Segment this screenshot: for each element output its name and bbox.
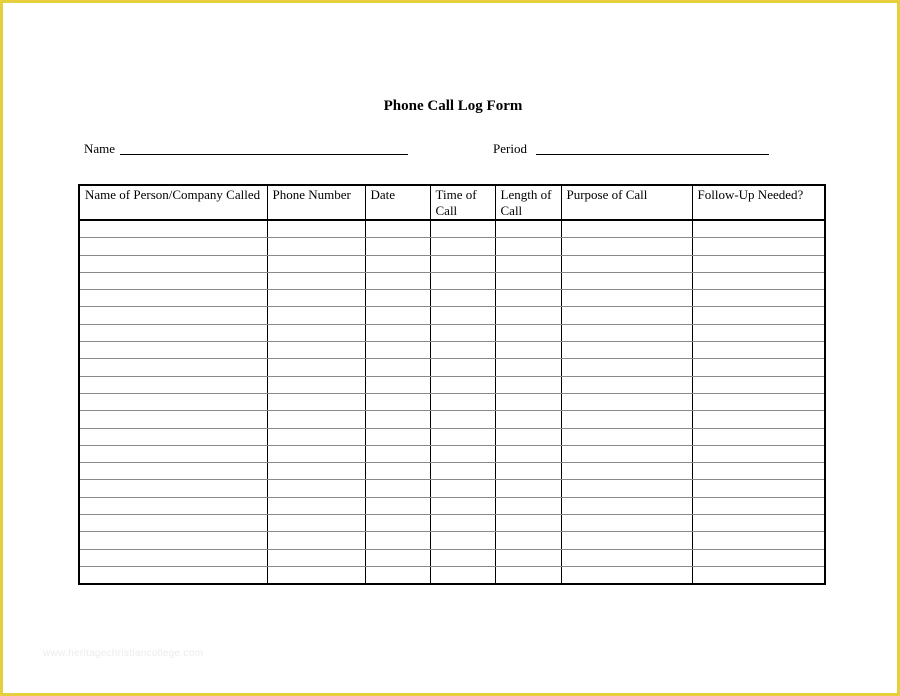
table-cell[interactable]	[365, 255, 430, 272]
table-cell[interactable]	[430, 359, 495, 376]
name-label: Name	[84, 141, 116, 156]
table-cell[interactable]	[267, 566, 365, 584]
table-cell[interactable]	[495, 220, 561, 238]
table-cell[interactable]	[79, 445, 267, 462]
table-cell[interactable]	[495, 445, 561, 462]
table-row	[79, 272, 825, 289]
table-cell[interactable]	[495, 290, 561, 307]
table-cell[interactable]	[561, 342, 692, 359]
table-cell[interactable]	[267, 393, 365, 410]
table-cell[interactable]	[365, 290, 430, 307]
period-input-line[interactable]	[536, 154, 769, 155]
table-cell[interactable]	[692, 497, 825, 514]
table-cell[interactable]	[267, 255, 365, 272]
table-cell[interactable]	[561, 480, 692, 497]
table-cell[interactable]	[267, 532, 365, 549]
table-cell[interactable]	[79, 359, 267, 376]
table-cell[interactable]	[267, 324, 365, 341]
table-cell[interactable]	[430, 566, 495, 584]
table-cell[interactable]	[692, 428, 825, 445]
table-cell[interactable]	[430, 307, 495, 324]
table-row	[79, 445, 825, 462]
table-row	[79, 220, 825, 238]
table-cell[interactable]	[495, 463, 561, 480]
table-cell[interactable]	[692, 376, 825, 393]
table-cell[interactable]	[267, 428, 365, 445]
table-cell[interactable]	[365, 549, 430, 566]
table-row	[79, 376, 825, 393]
table-cell[interactable]	[495, 359, 561, 376]
table-row	[79, 480, 825, 497]
table-cell[interactable]	[267, 290, 365, 307]
table-cell[interactable]	[692, 220, 825, 238]
table-cell[interactable]	[561, 393, 692, 410]
table-cell[interactable]	[430, 515, 495, 532]
name-input-line[interactable]	[120, 154, 408, 155]
table-cell[interactable]	[430, 428, 495, 445]
table-cell[interactable]	[430, 290, 495, 307]
table-cell[interactable]	[79, 480, 267, 497]
table-cell[interactable]	[365, 566, 430, 584]
table-cell[interactable]	[267, 359, 365, 376]
table-cell[interactable]	[561, 566, 692, 584]
table-body	[79, 220, 825, 584]
table-cell[interactable]	[430, 238, 495, 255]
column-header-purpose: Purpose of Call	[561, 185, 692, 220]
table-cell[interactable]	[692, 393, 825, 410]
table-cell[interactable]	[365, 324, 430, 341]
table-cell[interactable]	[561, 411, 692, 428]
table-cell[interactable]	[430, 549, 495, 566]
table-cell[interactable]	[692, 238, 825, 255]
table-cell[interactable]	[692, 566, 825, 584]
table-cell[interactable]	[365, 480, 430, 497]
table-cell[interactable]	[365, 497, 430, 514]
table-cell[interactable]	[365, 515, 430, 532]
table-cell[interactable]	[495, 324, 561, 341]
table-cell[interactable]	[79, 566, 267, 584]
table-cell[interactable]	[79, 324, 267, 341]
table-row	[79, 359, 825, 376]
column-header-follow-up: Follow-Up Needed?	[692, 185, 825, 220]
form-title: Phone Call Log Form	[383, 98, 523, 114]
table-cell[interactable]	[365, 376, 430, 393]
table-cell[interactable]	[430, 272, 495, 289]
table-cell[interactable]	[79, 393, 267, 410]
table-cell[interactable]	[692, 324, 825, 341]
column-header-phone: Phone Number	[267, 185, 365, 220]
table-cell[interactable]	[495, 549, 561, 566]
table-cell[interactable]	[495, 411, 561, 428]
table-cell[interactable]	[79, 290, 267, 307]
table-cell[interactable]	[692, 463, 825, 480]
table-row	[79, 428, 825, 445]
table-cell[interactable]	[365, 238, 430, 255]
table-row	[79, 307, 825, 324]
column-header-time: Time of Call	[430, 185, 495, 220]
table-cell[interactable]	[430, 445, 495, 462]
table-cell[interactable]	[495, 393, 561, 410]
table-row	[79, 393, 825, 410]
table-cell[interactable]	[430, 480, 495, 497]
table-cell[interactable]	[430, 532, 495, 549]
table-cell[interactable]	[561, 359, 692, 376]
table-cell[interactable]	[495, 515, 561, 532]
table-row	[79, 463, 825, 480]
table-cell[interactable]	[495, 255, 561, 272]
table-cell[interactable]	[495, 428, 561, 445]
table-cell[interactable]	[79, 428, 267, 445]
table-cell[interactable]	[495, 272, 561, 289]
table-cell[interactable]	[495, 566, 561, 584]
table-row	[79, 549, 825, 566]
table-cell[interactable]	[561, 376, 692, 393]
table-cell[interactable]	[692, 342, 825, 359]
table-cell[interactable]	[79, 463, 267, 480]
table-cell[interactable]	[365, 342, 430, 359]
table-cell[interactable]	[692, 411, 825, 428]
table-cell[interactable]	[267, 463, 365, 480]
table-cell[interactable]	[561, 445, 692, 462]
table-cell[interactable]	[267, 238, 365, 255]
table-cell[interactable]	[79, 255, 267, 272]
table-cell[interactable]	[561, 255, 692, 272]
table-cell[interactable]	[79, 272, 267, 289]
table-cell[interactable]	[79, 376, 267, 393]
table-cell[interactable]	[692, 445, 825, 462]
table-cell[interactable]	[692, 290, 825, 307]
table-row	[79, 411, 825, 428]
table-cell[interactable]	[365, 272, 430, 289]
table-cell[interactable]	[561, 532, 692, 549]
table-cell[interactable]	[561, 463, 692, 480]
table-cell[interactable]	[79, 515, 267, 532]
table-cell[interactable]	[430, 497, 495, 514]
table-cell[interactable]	[365, 307, 430, 324]
table-cell[interactable]	[267, 549, 365, 566]
table-cell[interactable]	[495, 376, 561, 393]
table-row	[79, 238, 825, 255]
table-cell[interactable]	[79, 220, 267, 238]
table-cell[interactable]	[365, 463, 430, 480]
table-cell[interactable]	[267, 342, 365, 359]
table-cell[interactable]	[79, 342, 267, 359]
table-cell[interactable]	[365, 220, 430, 238]
table-cell[interactable]	[561, 272, 692, 289]
table-cell[interactable]	[561, 307, 692, 324]
table-cell[interactable]	[430, 255, 495, 272]
table-row	[79, 255, 825, 272]
table-cell[interactable]	[430, 463, 495, 480]
table-cell[interactable]	[561, 515, 692, 532]
table-cell[interactable]	[692, 255, 825, 272]
table-cell[interactable]	[365, 393, 430, 410]
table-cell[interactable]	[561, 290, 692, 307]
table-cell[interactable]	[495, 238, 561, 255]
period-label: Period	[493, 141, 527, 156]
table-cell[interactable]	[267, 220, 365, 238]
table-cell[interactable]	[79, 238, 267, 255]
table-cell[interactable]	[430, 393, 495, 410]
table-cell[interactable]	[430, 342, 495, 359]
table-row	[79, 515, 825, 532]
table-cell[interactable]	[561, 428, 692, 445]
table-cell[interactable]	[495, 342, 561, 359]
table-cell[interactable]	[692, 515, 825, 532]
table-cell[interactable]	[365, 445, 430, 462]
column-header-length: Length of Call	[495, 185, 561, 220]
table-cell[interactable]	[79, 307, 267, 324]
table-cell[interactable]	[365, 532, 430, 549]
column-header-date: Date	[365, 185, 430, 220]
table-cell[interactable]	[561, 497, 692, 514]
table-cell[interactable]	[267, 411, 365, 428]
table-cell[interactable]	[267, 272, 365, 289]
table-cell[interactable]	[692, 532, 825, 549]
column-header-name: Name of Person/Company Called	[79, 185, 267, 220]
table-row	[79, 324, 825, 341]
table-cell[interactable]	[692, 272, 825, 289]
table-row	[79, 290, 825, 307]
table-cell[interactable]	[561, 549, 692, 566]
table-cell[interactable]	[267, 376, 365, 393]
table-cell[interactable]	[495, 307, 561, 324]
table-cell[interactable]	[79, 411, 267, 428]
call-log-table	[78, 184, 826, 585]
table-cell[interactable]	[365, 359, 430, 376]
watermark-text: www.heritagechristiancollege.com	[43, 648, 204, 659]
table-cell[interactable]	[430, 376, 495, 393]
table-cell[interactable]	[267, 515, 365, 532]
table-cell[interactable]	[692, 307, 825, 324]
table-cell[interactable]	[365, 411, 430, 428]
table-row	[79, 497, 825, 514]
table-cell[interactable]	[267, 445, 365, 462]
table-cell[interactable]	[430, 220, 495, 238]
table-cell[interactable]	[365, 428, 430, 445]
table-header-row	[79, 185, 825, 220]
table-cell[interactable]	[79, 497, 267, 514]
table-cell[interactable]	[495, 480, 561, 497]
table-cell[interactable]	[79, 549, 267, 566]
table-cell[interactable]	[430, 324, 495, 341]
table-cell[interactable]	[561, 220, 692, 238]
table-cell[interactable]	[692, 359, 825, 376]
table-row	[79, 342, 825, 359]
table-row	[79, 532, 825, 549]
table-cell[interactable]	[495, 532, 561, 549]
table-row	[79, 566, 825, 584]
table-cell[interactable]	[561, 238, 692, 255]
table-cell[interactable]	[561, 324, 692, 341]
table-cell[interactable]	[692, 480, 825, 497]
table-cell[interactable]	[267, 497, 365, 514]
table-cell[interactable]	[692, 549, 825, 566]
table-cell[interactable]	[430, 411, 495, 428]
table-cell[interactable]	[267, 480, 365, 497]
table-cell[interactable]	[267, 307, 365, 324]
table-cell[interactable]	[495, 497, 561, 514]
table-cell[interactable]	[79, 532, 267, 549]
